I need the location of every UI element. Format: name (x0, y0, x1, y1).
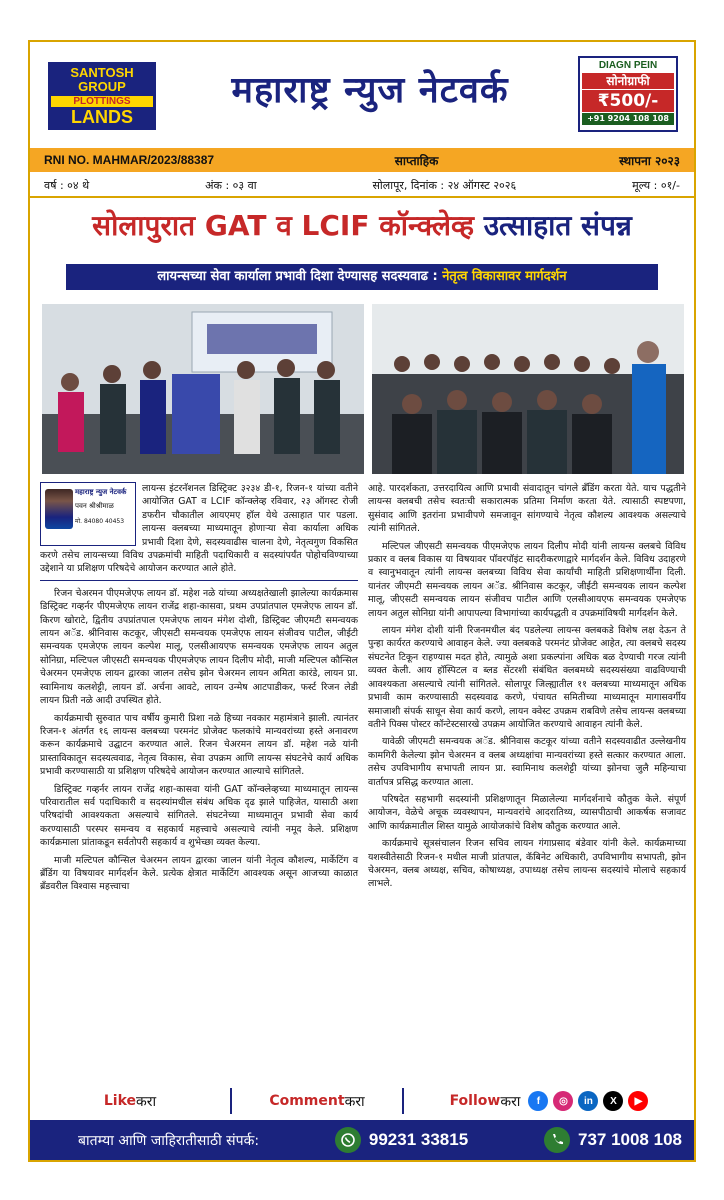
article-column-right (368, 482, 686, 895)
subheadline-highlight: नेतृत्व विकासावर मार्गदर्शन (442, 269, 567, 284)
place-date: सोलापूर, दिनांक : २४ ऑगस्ट २०२६ (372, 178, 517, 192)
ad-phone: +91 9204 108 108 (582, 113, 674, 125)
issue-number: अंक : ०३ वा (205, 178, 257, 192)
article-body (40, 482, 686, 1082)
follow-cta (404, 1084, 694, 1118)
ad-line: DIAGN PEIN (598, 60, 658, 71)
whatsapp-icon (335, 1127, 361, 1153)
issue-year: वर्ष : ०४ थे (44, 178, 90, 192)
subheadline-main: लायन्सच्या सेवा कार्याला प्रभावी दिशा देण्यासह सदस्यवाढ : (157, 269, 443, 284)
ad-line: GROUP (78, 79, 126, 94)
article-paragraph: परिषदेत सहभागी सदस्यांनी प्रशिक्षणातून मिळालेल्या मार्गदर्शनाचे कौतुक केले. संपूर्ण आयोजन, वेळेचे अचूक व्यवस्थापन, मान्यवरांचे आदरातिथ्य, व्यासपीठाची आकर्षक सजावट आणि कार्यक्रमातील शिस्त यामुळे आयोजकांचे विशेष कौतुक करण्यात आले. (368, 793, 686, 832)
rni-number: RNI NO. MAHMAR/2023/88387 (44, 153, 215, 167)
contact-label: बातम्या आणि जाहिरातीसाठी संपर्क: (78, 1132, 260, 1149)
comment-cta[interactable] (232, 1084, 402, 1118)
diagnostic-ad[interactable] (578, 56, 678, 132)
headline-main: सोलापुरात GAT व LCIF कॉन्क्लेव्ह (92, 209, 474, 242)
article-paragraph: डिस्ट्रिक्ट गव्हर्नर लायन राजेंद्र शहा-कासवा यांनी GAT कॉन्क्लेव्हच्या माध्यमातून लायन्स परिवारातील सर्व पदाधिकारी व सदस्यांमधील संबंध अधिक दृढ झाले पाहिजेत, यासाठी अशा परिषदांची आवश्यकता असल्याचे सांगितले. संघटनेच्या माध्यमातून प्रभावी सेवा कार्य करण्यासाठी परस्पर समन्वय व सहकार्य महत्त्वाचे असल्याचे त्यांनी नमूद केले. प्रशिक्षण कार्यक्रमाला प्रांताकडून सर्वतोपरी सहकार्य व शुभेच्छा व्यक्त केल्या. (40, 783, 358, 849)
instagram-icon[interactable]: ◎ (553, 1091, 573, 1111)
headline-suffix: उत्साहात संपन्न (473, 209, 632, 242)
follow-suffix: करा (500, 1093, 521, 1110)
article-paragraph: मल्टिपल जीएसटी समन्वयक पीएमजेएफ लायन दिलीप मोदी यांनी लायन्स क्लबचे विविध प्रकार व क्लब विकास या विषयावर पॉवरपॉइंट सादरीकरणाद्वारे मार्गदर्शन केले. विविध उदाहरणे व स्वानुभवातून त्यांनी लायन्स क्लबच्या विविध सेवा कार्यांची माहिती प्रशिक्षणार्थींना दिली. यानंतर जीएमटी समन्वयक लायन अॅड. श्रीनिवास कटकूर, जीईटी समन्वयक लायन कल्पेश मालू, जीएसटी समन्वयक लायन संजीवच पाटील आणि एलसीआयएफ समन्वयक एमजेएफ लायन अतुल सोनिग्रा यांनी आपापल्या विभागांच्या कार्यपद्धती व उपक्रमांविषयी मार्गदर्शन केले. (368, 540, 686, 619)
article-paragraph: आहे. पारदर्शकता, उत्तरदायित्व आणि प्रभावी संवादातून चांगले ब्रँडिंग करता येते. याच पद्धतीने लायन्स क्लबची तसेच स्वतःची सकारात्मक प्रतिमा निर्माण करता येते. त्यासाठी स्पष्टपणा, सुसंवाद आणि इतरांना प्रभावीपणे समजावून सांगण्याचे नेतृत्व कौशल्य आवश्यक असल्याचे त्यांनी सांगितले. (368, 483, 686, 535)
article-paragraph: कार्यक्रमाची सुरुवात पाच वर्षीय कुमारी प्रिशा नळे हिच्या नवकार महामंत्राने झाली. त्यानंतर रिजन-१ अंतर्गत १६ लायन्स क्लबच्या परमनंट प्रोजेक्ट फलकांचे मान्यवरांच्या हस्ते अनावरण करून कार्यक्रमाचे उद्घाटन करण्यात आले. रिजन चेअरमन लायन डॉ. महेश नळे यांनी प्रास्ताविकातून सदस्यत्ववाढ, नेतृत्व विकास, सेवा उपक्रम आणि लायन्स संघटनेचे कार्य अधिक प्रभावी करण्यासाठी या प्रशिक्षण परिषदेचे आयोजन करण्यात आल्याचे सांगितले. (40, 712, 358, 778)
like-suffix: करा (136, 1093, 157, 1110)
divider (40, 580, 358, 581)
issue-bar (30, 174, 694, 198)
facebook-icon[interactable]: f (528, 1091, 548, 1111)
ad-line: सोनोग्राफी (582, 73, 674, 89)
whatsapp-contact[interactable] (335, 1127, 468, 1153)
article-paragraph: लायन मंगेश दोशी यांनी रिजनमधील बंद पडलेल्या लायन्स क्लबकडे विशेष लक्ष देऊन ते पुन्हा कार्यरत करण्याचे आवाहन केले. ज्या क्लबकडे परमनंट प्रोजेक्ट आहेत, त्या क्लबचे सदस्य संघटनेत टिकून राहण्यास मदत होते, त्यामुळे अशा प्रकल्पांना अधिक बळ देण्याची गरज त्यांनी व्यक्त केली. आय हॉस्पिटल व ब्लड सेंटरशी संबंधित क्लबमध्ये सदस्यसंख्या वाढविण्याची आवश्यकता असल्याचे त्यांनी सांगितले. सोलापूर जिल्ह्यातील ११ क्लबच्या माध्यमातून अधिक प्रभावी काम करण्यासाठी सदस्यवाढ करणे, पंचायत समितीच्या माध्यमातून मागासवर्गीय समाजाशी संपर्क साधून सेवा कार्य करणे, लायन क्वेस्ट उपक्रम राबविणे तसेच लायन्स क्लबच्या वतीने पिक्स पोस्टर कॉन्टेस्टसारखे उपक्रम आयोजित करण्याचे आवाहन त्यांनी केले. (368, 625, 686, 730)
like-cta[interactable] (30, 1084, 230, 1118)
phone-number: 737 1008 108 (577, 1130, 682, 1149)
subheadline (66, 264, 658, 290)
like-label: Like (103, 1093, 137, 1109)
headline (30, 206, 694, 244)
ad-line: PLOTTINGS (51, 96, 153, 107)
ad-line: SANTOSH (70, 65, 134, 80)
article-paragraph: लायन्स इंटरनॅशनल डिस्ट्रिक्ट ३२३४ डी-१, रिजन-१ यांच्या वतीने आयोजित GAT व LCIF कॉन्क्लेव्ह रविवार, २३ ऑगस्ट रोजी डफरीन चौकातील आयएमए हॉल येथे उत्साहात पार पडला. लायन्स क्लबच्या माध्यमातून होणाऱ्या सेवा कार्याला अधिक प्रभावी दिशा देणे, सदस्यवाढीस चालना देणे, नेतृत्वगुण विकसित करणे तसेच लायन्सच्या विविध उपक्रमांची माहिती पदाधिकारी व सदस्यांपर्यंत पोहोचविण्याच्या उद्देशाने या प्रशिक्षण परिषदेचे आयोजन करण्यात आले होते. (40, 483, 358, 575)
x-icon[interactable]: X (603, 1091, 623, 1111)
comment-label: Comment (269, 1093, 345, 1109)
reporter-photo (45, 489, 73, 529)
issue-price: मूल्य : ०१/- (632, 178, 680, 192)
audience-photo-illustration (372, 304, 684, 474)
ad-price: ₹500/- (582, 90, 674, 112)
byline-name: पवन श्रीश्रीमाळ (75, 502, 114, 510)
social-row (30, 1084, 694, 1118)
article-paragraph: यावेळी जीएमटी समन्वयक अॅड. श्रीनिवास कटकूर यांच्या वतीने सदस्यवाढीत उल्लेखनीय कामगिरी केलेल्या झोन चेअरमन व क्लब अध्यक्षांचा मान्यवरांच्या हस्ते सत्कार करण्यात आला. तसेच उपविभागीय सभापती लायन प्रा. स्वामिनाथ कलशेट्टी यांच्या झोनचा जुलै महिन्याचा वार्तापत्र प्रसिद्ध करण्यात आला. (368, 736, 686, 788)
info-bar (30, 148, 694, 172)
youtube-icon[interactable]: ▶ (628, 1091, 648, 1111)
contact-bar (30, 1120, 694, 1160)
article-paragraph: रिजन चेअरमन पीएमजेएफ लायन डॉ. महेश नळे यांच्या अध्यक्षतेखाली झालेल्या कार्यक्रमास डिस्ट्रिक्ट गव्हर्नर पीएमजेएफ लायन राजेंद्र शहा-कासवा, प्रथम उपप्रांतपाल एमजेएफ लायन डॉ. किरण खोराटे, द्वितीय उपप्रांतपाल एमजेएफ लायन मंगेश दोशी, डिस्ट्रिक्ट जीएमटी समन्वयक लायन अॅड. श्रीनिवास कटकूर, जीएसटी समन्वयक एमजेएफ लायन संजीवच पाटील, जीईटी समन्वयक एमजेएफ लायन कल्पेश मालू, एलसीआयएफ समन्वयक एमजेएफ लायन अतुल सोनिग्रा, मल्टिपल जीएसटी समन्वयक पीएमजेएफ लायन दिलीप मोदी, माजी मल्टिपल कौन्सिल चेअरमन एमजेएफ लायन द्वारका जालन तसेच झोन चेअरमन लायन अमिता कारंडे, लायन प्रा. स्वामिनाथ कलशेट्टी, लायन डॉ. अर्चना आवटे, लायन उन्मेष आटपाडीकर, फर्स्ट रिजन लेडी लायन प्रिती नळे आदी उपस्थित होते. (40, 587, 358, 707)
santosh-group-ad[interactable] (48, 62, 156, 130)
article-column-left (40, 482, 358, 898)
article-paragraph: कार्यक्रमाचे सूत्रसंचालन रिजन सचिव लायन गंगाप्रसाद बंडेवार यांनी केले. कार्यक्रमाच्या यशस्वीतेसाठी रिजन-१ मधील माजी प्रांतपाल, कॅबिनेट अधिकारी, उपविभागीय सभापती, झोन चेअरमन, क्लब अध्यक्ष, सचिव, कोषाध्यक्ष, उपाध्यक्ष तसेच लायन्स सदस्यांचे मोलाचे सहकार्य लाभले. (368, 838, 686, 890)
byline-mobile: मो. 84080 40453 (75, 518, 125, 525)
comment-suffix: करा (344, 1093, 365, 1110)
phone-icon (544, 1127, 570, 1153)
social-icons (528, 1091, 648, 1111)
ad-line: LANDS (71, 107, 133, 127)
article-paragraph: माजी मल्टिपल कौन्सिल चेअरमन लायन द्वारका जालन यांनी नेतृत्व कौशल्य, मार्केटिंग व ब्रँडिंग या विषयावर मार्गदर्शन केले. प्रत्येक क्षेत्रात मार्केटिंग आवश्यक असून आजच्या काळात ब्रँडवरील विश्वास महत्त्वाचा (40, 854, 358, 893)
event-photo-stage (42, 304, 364, 474)
established: स्थापना २०२३ (619, 153, 680, 168)
whatsapp-number: 99231 33815 (368, 1130, 469, 1149)
reporter-byline (40, 482, 136, 546)
follow-label: Follow (449, 1093, 501, 1109)
byline-outlet: महाराष्ट्र न्युज नेटवर्क (75, 488, 127, 496)
masthead (30, 42, 694, 146)
phone-contact[interactable] (544, 1127, 682, 1153)
stage-photo-illustration (42, 304, 364, 474)
linkedin-icon[interactable]: in (578, 1091, 598, 1111)
frequency: साप्ताहिक (394, 153, 439, 168)
newspaper-title: महाराष्ट्र न्युज नेटवर्क (231, 70, 509, 111)
event-photo-audience (372, 304, 684, 474)
